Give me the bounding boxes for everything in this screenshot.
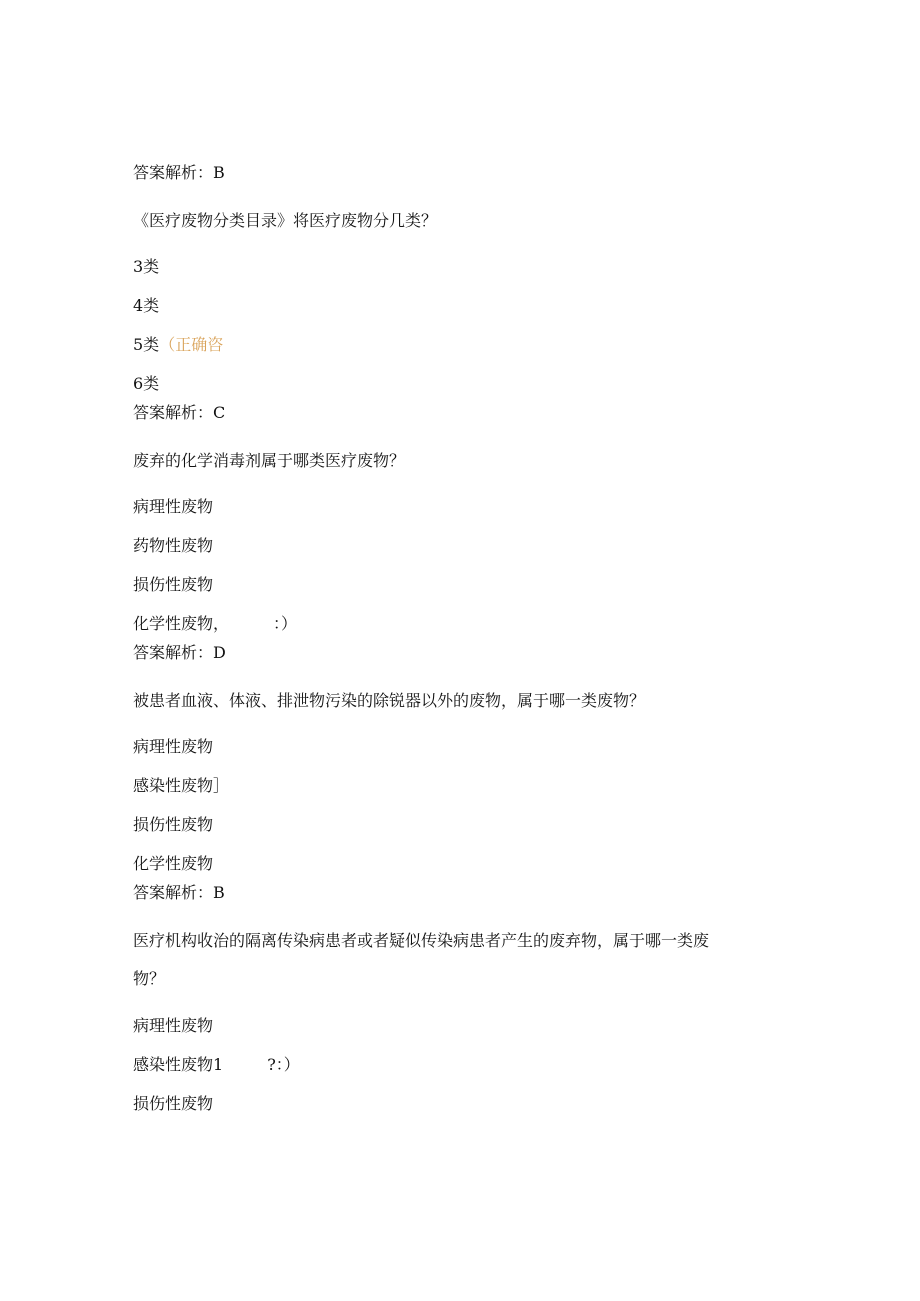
option-item: 损伤性废物: [133, 1094, 214, 1113]
option-item: 病理性废物: [133, 1016, 214, 1035]
option-item: 病理性废物: [133, 737, 214, 756]
option-label: 感染性废物1: [133, 1055, 224, 1074]
option-item: 药物性废物: [133, 536, 214, 555]
option-label: 5类: [133, 335, 160, 354]
option-item: [133, 335, 223, 355]
answer-explanation: 答案解析：B: [133, 163, 225, 182]
option-item: 损伤性废物: [133, 815, 214, 834]
option-item: 病理性废物: [133, 497, 214, 516]
option-item: 感染性废物］: [133, 776, 230, 795]
answer-explanation: 答案解析：C: [133, 403, 226, 422]
question-text: 《医疗废物分类目录》将医疗废物分几类？: [133, 211, 438, 230]
answer-explanation: 答案解析：B: [133, 883, 225, 902]
option-item: 3类: [133, 257, 160, 276]
option-item: 损伤性废物: [133, 575, 214, 594]
question-text: 被患者血液、体液、排泄物污染的除锐器以外的废物，属于哪一类废物？: [133, 691, 646, 710]
option-item: [133, 614, 297, 634]
option-item: 6类: [133, 374, 160, 393]
question-text: 医疗机构收治的隔离传染病患者或者疑似传染病患者产生的废弃物，属于哪一类废: [133, 931, 710, 950]
answer-mark: ：）: [273, 614, 298, 633]
answer-mark: ?：）: [267, 1055, 300, 1074]
option-item: 化学性废物: [133, 854, 214, 873]
correct-answer-mark: （正确咨: [159, 335, 224, 354]
question-text: 废弃的化学消毒剂属于哪类医疗废物？: [133, 451, 406, 470]
option-item: [133, 1055, 300, 1075]
option-item: 4类: [133, 296, 160, 315]
answer-explanation: 答案解析：D: [133, 643, 226, 662]
option-label: 化学性废物，: [133, 614, 230, 633]
question-text-continued: 物？: [133, 969, 166, 988]
